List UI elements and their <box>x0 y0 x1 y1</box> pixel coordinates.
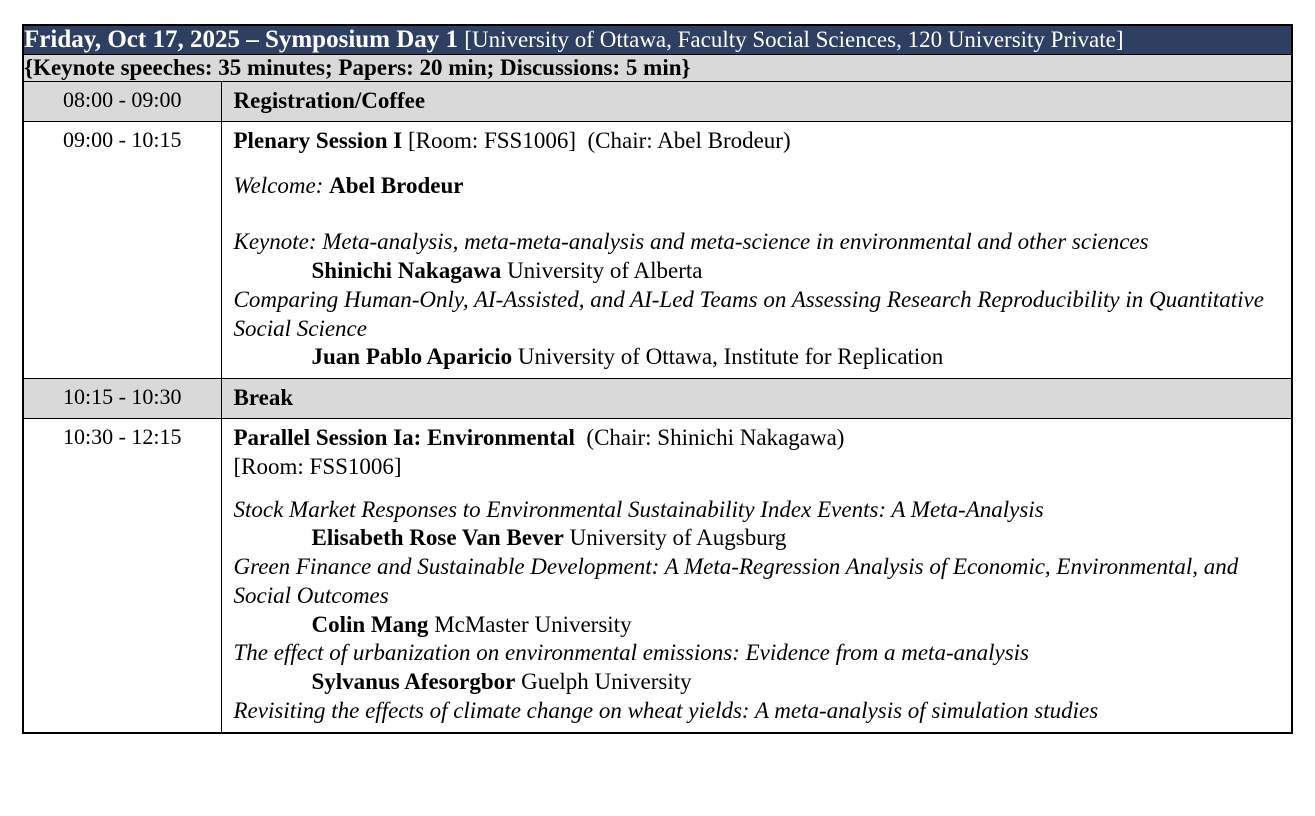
table-row-break <box>23 379 1292 419</box>
spacer <box>234 200 1284 228</box>
paper-author: Elisabeth Rose Van Bever <box>311 525 564 551</box>
timing-notes-row <box>23 55 1292 82</box>
paper-affiliation: University of Ottawa, Institute for Replication <box>517 344 944 370</box>
spacer <box>234 482 1284 496</box>
session-room: [Room: FSS1006] <box>407 127 577 153</box>
paper-author-line <box>234 524 1284 553</box>
day-header-row <box>23 25 1292 55</box>
paper-affiliation: McMaster University <box>434 611 632 637</box>
paper-author-line <box>234 611 1284 640</box>
paper-author-line <box>234 343 1284 372</box>
paper-title: The effect of urbanization on environmental emissions: Evidence from a meta-analysis <box>233 640 1029 666</box>
session-heading <box>234 127 1284 156</box>
paper-author-line <box>234 668 1284 697</box>
session-chair: (Chair: Shinichi Nakagawa) <box>586 425 845 451</box>
paper-affiliation: Guelph University <box>521 669 692 695</box>
session-title: Parallel Session Ia: Environmental <box>233 425 575 451</box>
row-time: 09:00 - 10:15 <box>23 121 221 378</box>
row-time: 10:15 - 10:30 <box>23 379 221 419</box>
row-label: Registration/Coffee <box>221 81 1292 121</box>
paper-author: Juan Pablo Aparicio <box>311 344 513 370</box>
schedule-table <box>22 24 1293 734</box>
paper-author: Sylvanus Afesorgbor <box>311 669 516 695</box>
keynote-title: Meta-analysis, meta-meta-analysis and meta-science in environmental and other sciences <box>322 229 1149 255</box>
row-time: 08:00 - 09:00 <box>23 81 221 121</box>
paper-title: Comparing Human-Only, AI-Assisted, and AI-Led Teams on Assessing Research Reproducibility in Quantitative Social Science <box>233 286 1264 341</box>
paper-title: Stock Market Responses to Environmental Sustainability Index Events: A Meta-Analysis <box>233 496 1044 522</box>
row-time: 10:30 - 12:15 <box>23 419 221 733</box>
table-row-registration <box>23 81 1292 121</box>
row-label: Break <box>221 379 1292 419</box>
welcome-name: Abel Brodeur <box>329 172 464 198</box>
paper-affiliation: University of Augsburg <box>569 525 787 551</box>
session-chair: (Chair: Abel Brodeur) <box>587 127 791 153</box>
day-header-cell <box>23 25 1292 55</box>
day-title: Friday, Oct 17, 2025 – Symposium Day 1 <box>24 26 459 53</box>
row-content <box>221 121 1292 378</box>
day-venue: [University of Ottawa, Faculty Social Sciences, 120 University Private] <box>464 27 1124 52</box>
table-row-parallel-1a <box>23 419 1292 733</box>
keynote-affiliation: University of Alberta <box>507 258 703 284</box>
keynote-label: Keynote: <box>233 229 317 255</box>
paper-title: Revisiting the effects of climate change on wheat yields: A meta-analysis of simulation studies <box>233 697 1099 723</box>
paper-title: Green Finance and Sustainable Development: A Meta-Regression Analysis of Economic, Environmental, and Social Outcomes <box>233 554 1239 608</box>
welcome-label: Welcome: <box>233 172 324 198</box>
keynote-title-line <box>234 228 1284 257</box>
session-title: Plenary Session I <box>233 127 403 153</box>
welcome-line <box>234 172 1284 201</box>
table-row-plenary-1 <box>23 121 1292 378</box>
row-content <box>221 419 1292 733</box>
session-room: [Room: FSS1006] <box>233 453 402 479</box>
keynote-author: Shinichi Nakagawa <box>311 258 502 284</box>
keynote-author-line <box>234 257 1284 286</box>
paper-author: Colin Mang <box>311 611 429 637</box>
session-heading <box>234 424 1284 453</box>
timing-notes-cell: {Keynote speeches: 35 minutes; Papers: 20 min; Discussions: 5 min} <box>23 55 1292 82</box>
